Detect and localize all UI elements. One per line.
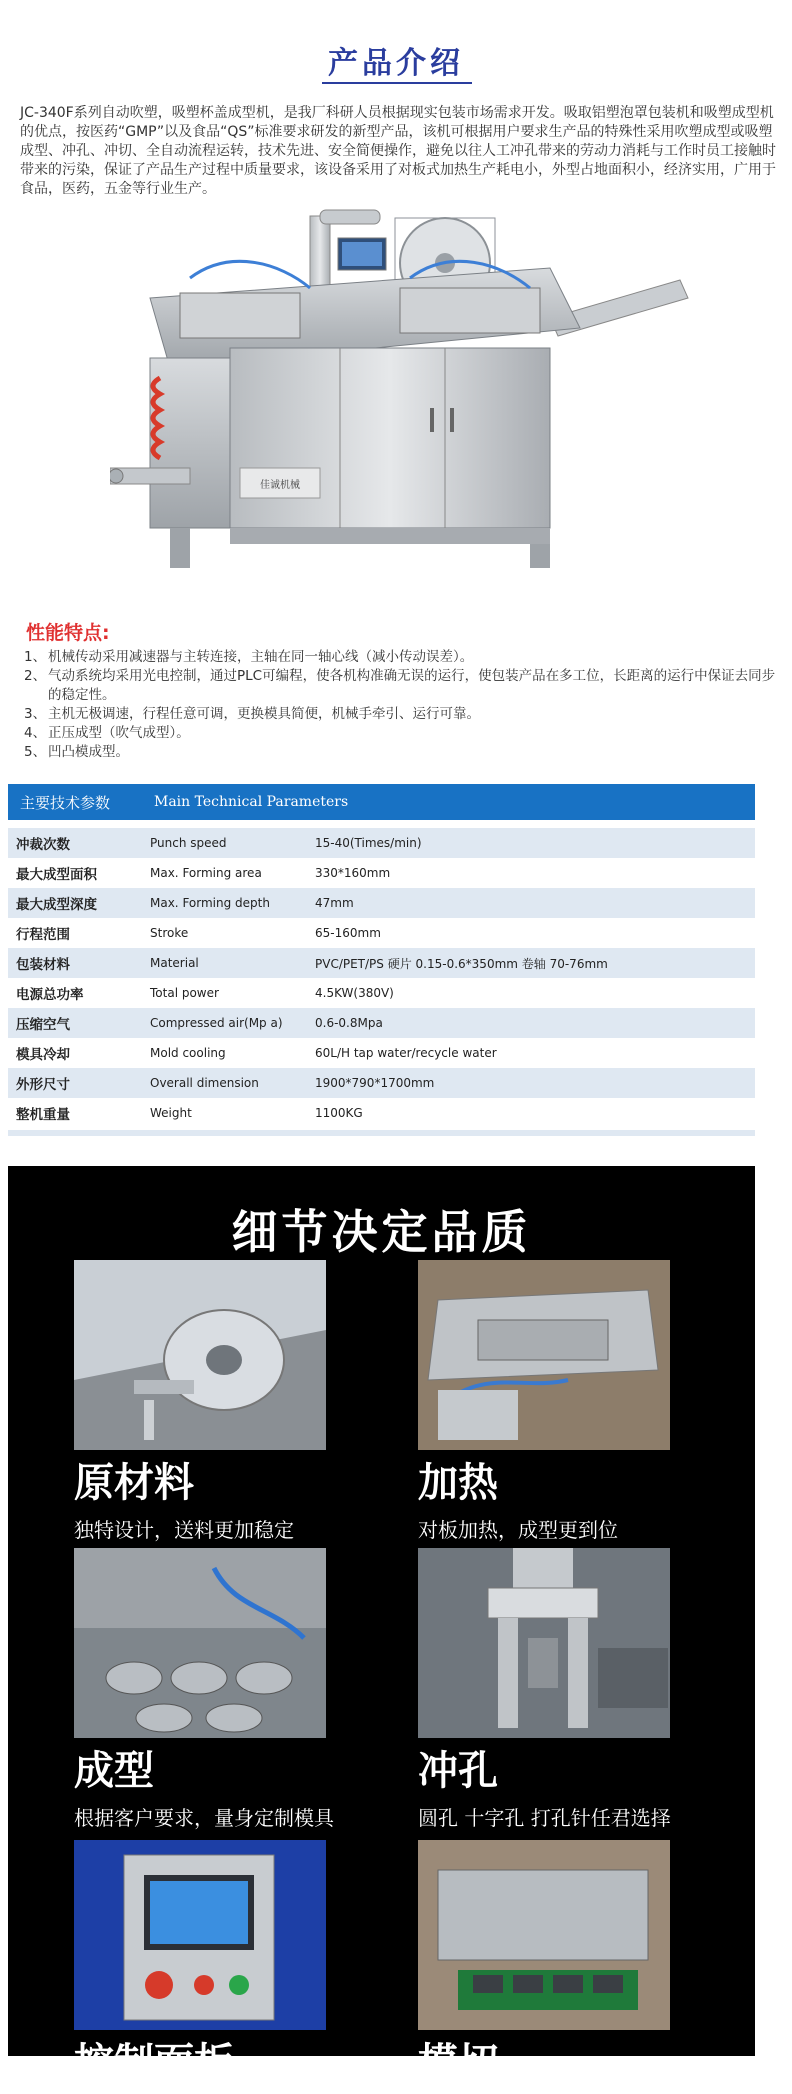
heating-photo: [418, 1260, 670, 1450]
features-title: 性能特点:: [26, 622, 110, 644]
detail-cell-forming: [74, 1548, 334, 1831]
machine-nameplate: 佳诚机械: [260, 480, 300, 491]
machine-photo: [110, 208, 690, 618]
detail-heading: 加热: [418, 1460, 498, 1506]
detail-cell-heating: [418, 1260, 678, 1543]
feature-item: 5、 凹凸模成型。: [24, 744, 129, 760]
feature-item: 3、 主机无极调速，行程任意可调，更换模具简便，机械手牵引、运行可靠。: [24, 706, 480, 722]
feature-item: 1、 机械传动采用减速器与主转连接，主轴在同一轴心线（减小传动误差）。: [24, 649, 474, 665]
detail-subtext: 对板加热，成型更到位: [418, 1518, 618, 1542]
table-row: 电源总功率 Total power 4.5KW(380V): [16, 986, 394, 1003]
features-list: [24, 648, 784, 762]
table-row: 压缩空气 Compressed air(Mp a) 0.6-0.8Mpa: [8, 1008, 755, 1038]
detail-title: 细节决定品质: [231, 1205, 532, 1259]
detail-cell-raw-material: [74, 1260, 334, 1543]
table-row: 包装材料 Material PVC/PET/PS 硬片 0.15-0.6*350mm 卷轴 70-76mm: [8, 948, 755, 978]
params-header-cn: 主要技术参数: [20, 793, 111, 812]
detail-heading: 冲孔: [418, 1748, 498, 1794]
punching-photo: [418, 1548, 670, 1738]
params-table: [8, 828, 755, 1128]
page-title: 产品介绍: [328, 46, 464, 81]
table-footer-bar: [8, 1130, 755, 1136]
detail-subtext: 根据客户要求，量身定制模具: [74, 1806, 334, 1830]
detail-heading: 模切: [418, 2040, 498, 2086]
table-row: 行程范围 Stroke 65-160mm: [16, 926, 381, 943]
detail-section: [8, 1166, 755, 2086]
detail-heading: 原材料: [74, 1460, 194, 1506]
table-row: 最大成型面积 Max. Forming area 330*160mm: [16, 866, 391, 883]
control-panel-photo: [74, 1840, 326, 2030]
params-header-en: Main Technical Parameters: [154, 794, 349, 810]
detail-heading: 控制面板: [74, 2040, 234, 2086]
table-row: 模具冷却 Mold cooling 60L/H tap water/recycle water: [16, 1046, 497, 1063]
table-row: 最大成型深度 Max. Forming depth 47mm: [8, 888, 755, 918]
die-cutting-photo: [418, 1840, 670, 2030]
feature-item: 2、 气动系统均采用光电控制，通过PLC可编程，使各机构准确无误的运行，使包装产品在多工位，长距离的运行中保证去同步的稳定性。: [24, 668, 776, 703]
raw-material-photo: [74, 1260, 326, 1450]
table-row: 外形尺寸 Overall dimension 1900*790*1700mm: [8, 1068, 755, 1098]
detail-subtext: 圆孔 十字孔 打孔针任君选择: [418, 1806, 671, 1830]
intro-paragraph: JC-340F系列自动吹塑，吸塑杯盖成型机，是我厂科研人员根据现实包装市场需求开发。吸取铝塑泡罩包装机和吸塑成型机的优点，按医药“GMP”以及食品“QS”标准要求研发的新型产品，该机可根据用户要求生产品的特殊性采用吹塑成型或吸塑成型、冲孔、冲切、全自动流程运转，技术先进、安全简便操作，避免以往人工冲孔带来的劳动力消耗与工作时员工接触时带来的污染，保证了产品生产过程中质量要求，该设备采用了对板式加热生产耗电小，外型占地面积小，经济实用，广用于食品，医药，五金等行业生产。: [20, 105, 776, 197]
detail-subtext: 独特设计，送料更加稳定: [74, 1518, 294, 1542]
params-header: [8, 784, 755, 820]
table-row: 整机重量 Weight 1100KG: [16, 1106, 363, 1123]
detail-heading: 成型: [74, 1748, 154, 1794]
title-underline: [322, 82, 472, 84]
table-row: 冲裁次数 Punch speed 15-40(Times/min): [8, 828, 755, 858]
forming-photo: [74, 1548, 326, 1738]
detail-cell-punching: [418, 1548, 678, 1831]
feature-item: 4、 正压成型（吹气成型）。: [24, 725, 190, 741]
